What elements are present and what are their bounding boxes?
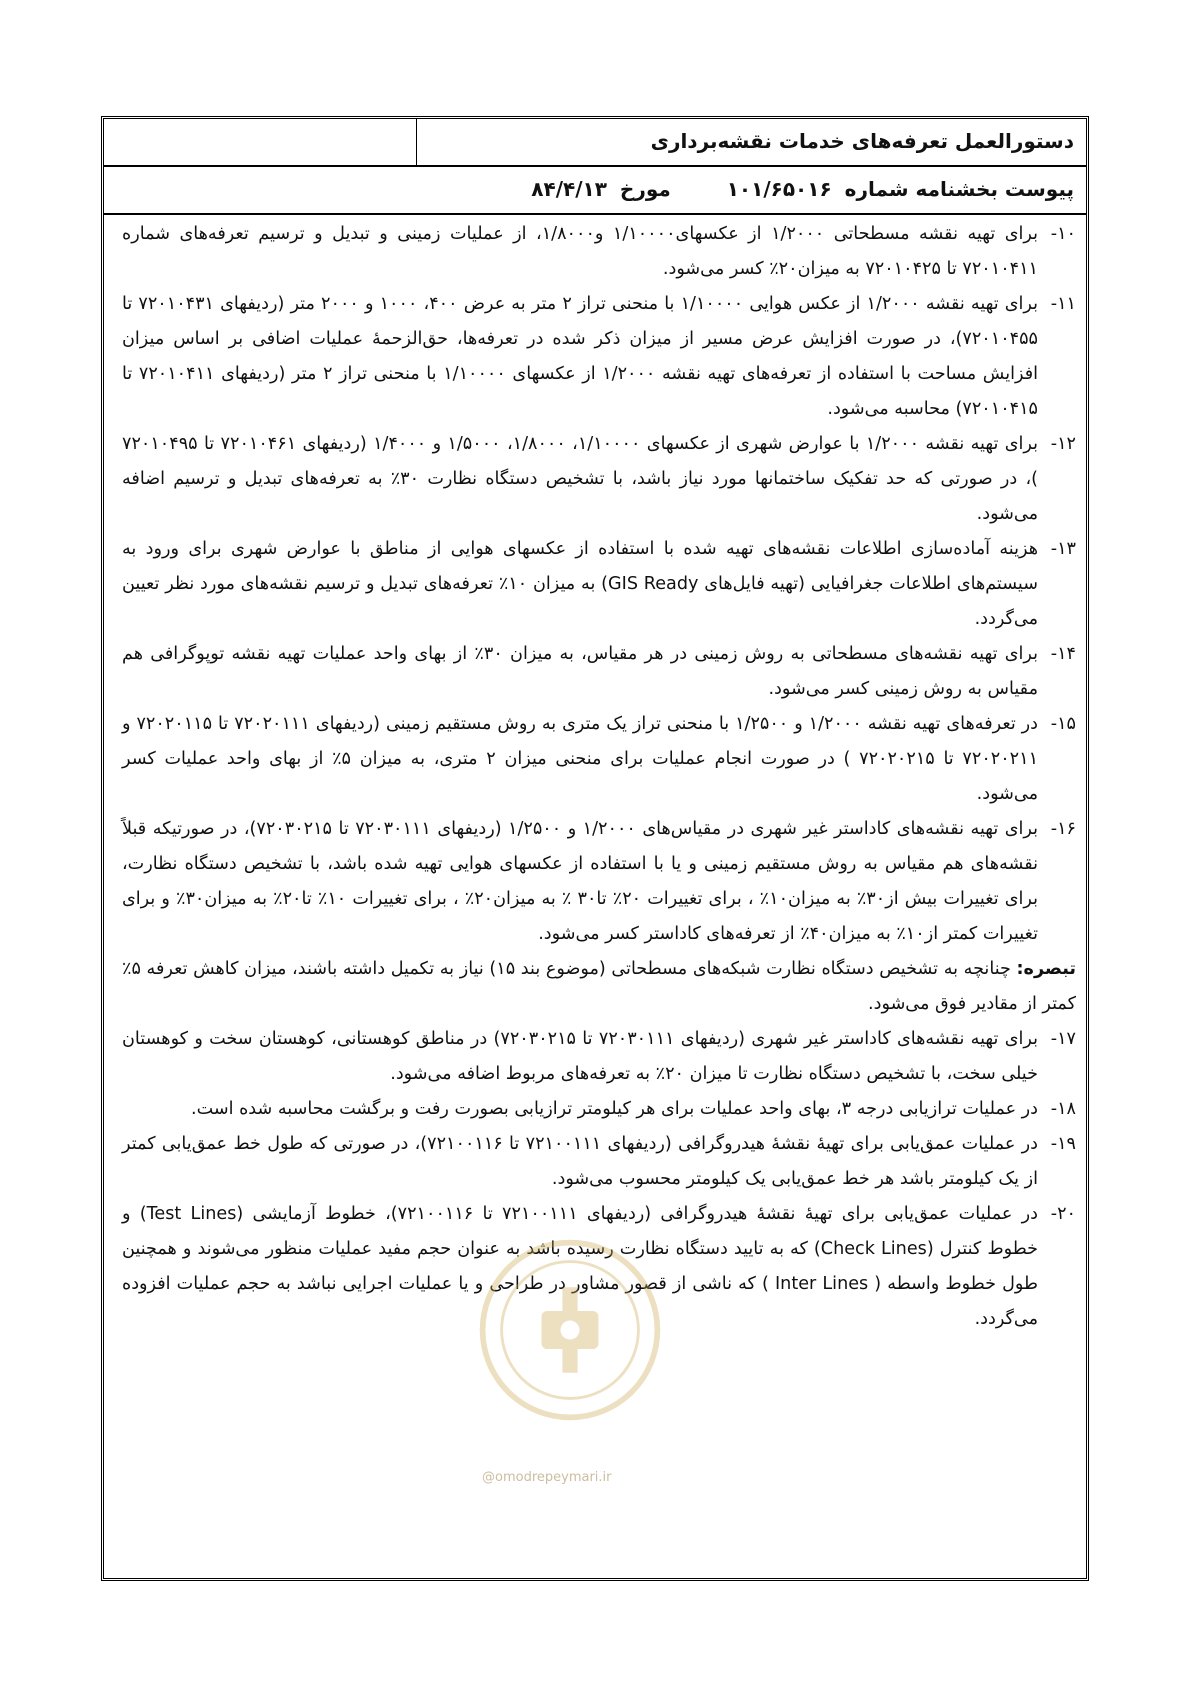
item-text: برای تهیه نقشه‌های کاداستر غیر شهری در مقیاس‌های ۱/۲۰۰۰ و ۱/۲۵۰۰ (ردیفهای ۷۲۰۳۰۱۱۱ تا ۷۲۰۳۰۲۱۵)، در صورتیکه قبلاً نقشه‌های هم مقیاس به روش مستقیم زمینی و یا با استفاده از عکسهای هوایی تهیه شده باشد، با تشخیص دستگاه نظارت، برای تغییرات بیش از۳۰٪ به میزان۱۰٪ ، برای تغییرات ۲۰٪ تا۳۰ ٪ به میزان۲۰٪ ، برای تغییرات ۱۰٪ تا۲۰٪ به میزان۳۰٪ و برای تغییرات کمتر از۱۰٪ به میزان۴۰٪ از تعرفه‌های کاداستر کسر می‌شود. xyxy=(122,819,1038,944)
document-frame xyxy=(101,116,1089,1581)
note-label: تبصره: xyxy=(1016,959,1077,979)
circular-date: ۸۴/۴/۱۳ xyxy=(531,177,607,201)
item-text: برای تهیه نقشه‌های مسطحاتی به روش زمینی در هر مقیاس، به میزان ۳۰٪ از بهای واحد عملیات تهیه نقشه توپوگرافی هم مقیاس به روش زمینی کسر می‌شود. xyxy=(122,644,1038,699)
note-body: چنانچه به تشخیص دستگاه نظارت شبکه‌های مسطحاتی (موضوع بند ۱۵) نیاز به تکمیل داشته باشند، میزان کاهش تعرفه ۵٪ کمتر از مقادیر فوق می‌شود. xyxy=(122,959,1076,1014)
item-text: هزینه آماده‌سازی اطلاعات نقشه‌های تهیه شده با استفاده از عکسهای هوایی از مناطق با عوارض شهری برای ورود به سیستم‌های اطلاعات جغرافیایی (تهیه فایل‌های GIS Ready) به میزان ۱۰٪ تعرفه‌های تبدیل و ترسیم نقشه‌های مورد نظر تعیین می‌گردد. xyxy=(122,539,1038,629)
item-number: ۱۵- xyxy=(1050,714,1076,734)
list-item xyxy=(122,287,1076,427)
list-item xyxy=(122,532,1076,637)
item-number: ۱۹- xyxy=(1050,1134,1076,1154)
list-item xyxy=(122,812,1076,952)
item-text: در تعرفه‌های تهیه نقشه ۱/۲۰۰۰ و ۱/۲۵۰۰ با منحنی تراز یک متری به روش مستقیم زمینی (ردیفهای ۷۲۰۲۰۱۱۱ تا ۷۲۰۲۰۱۱۵ و ۷۲۰۲۰۲۱۱ تا ۷۲۰۲۰۲۱۵ ) در صورت انجام عملیات برای منحنی میزان ۲ متری، به میزان ۵٪ از بهای واحد عملیات کسر می‌شود. xyxy=(122,714,1039,804)
item-number: ۱۰- xyxy=(1050,224,1076,244)
list-item xyxy=(122,1022,1076,1092)
document-body xyxy=(122,217,1076,1337)
item-text: برای تهیه نقشه‌های کاداستر غیر شهری (ردیفهای ۷۲۰۳۰۱۱۱ تا ۷۲۰۳۰۲۱۵) در مناطق کوهستانی، کوهستان سخت و کوهستان خیلی سخت، با تشخیص دستگاه نظارت تا میزان ۲۰٪ به تعرفه‌های مربوط اضافه می‌شود. xyxy=(122,1029,1038,1084)
header-divider xyxy=(416,119,417,165)
item-number: ۲۰- xyxy=(1050,1204,1076,1224)
item-text: برای تهیه نقشه مسطحاتی ۱/۲۰۰۰ از عکسهای۱/۱۰۰۰۰ و۱/۸۰۰۰، از عملیات زمینی و تبدیل و ترسیم تعرفه‌های شماره ۷۲۰۱۰۴۱۱ تا ۷۲۰۱۰۴۲۵ به میزان۲۰٪ کسر می‌شود. xyxy=(122,224,1038,279)
item-number: ۱۶- xyxy=(1050,819,1076,839)
list-item xyxy=(122,637,1076,707)
list-item xyxy=(122,427,1076,532)
list-item xyxy=(122,1127,1076,1197)
item-number: ۱۳- xyxy=(1050,539,1076,559)
item-number: ۱۸- xyxy=(1050,1099,1076,1119)
circular-number: ۱۰۱/۶۵۰۱۶ xyxy=(726,177,832,201)
item-number: ۱۴- xyxy=(1050,644,1076,664)
header-row-reference xyxy=(104,167,1086,215)
item-number: ۱۷- xyxy=(1050,1029,1076,1049)
item-text: در عملیات ترازیابی درجه ۳، بهای واحد عملیات برای هر کیلومتر ترازیابی بصورت رفت و برگشت محاسبه شده است. xyxy=(190,1099,1038,1119)
list-item xyxy=(122,1092,1076,1127)
item-text: برای تهیه نقشه ۱/۲۰۰۰ با عوارض شهری از عکسهای ۱/۱۰۰۰۰، ۱/۸۰۰۰، ۱/۵۰۰۰ و ۱/۴۰۰۰ (ردیفهای ۷۲۰۱۰۴۶۱ تا ۷۲۰۱۰۴۹۵ )، در صورتی که حد تفکیک ساختمانها مورد نیاز باشد، با تشخیص دستگاه نظارت ۳۰٪ به تعرفه‌های تبدیل و ترسیم اضافه می‌شود. xyxy=(122,434,1038,524)
item-text: در عملیات عمق‌یابی برای تهیهٔ نقشهٔ هیدروگرافی (ردیفهای ۷۲۱۰۰۱۱۱ تا ۷۲۱۰۰۱۱۶)، در صورتی که طول خط عمق‌یابی کمتر از یک کیلومتر باشد هر خط عمق‌یابی یک کیلومتر محسوب می‌شود. xyxy=(122,1134,1038,1189)
list-item xyxy=(122,707,1076,812)
note-text xyxy=(122,952,1076,1022)
date-label: مورخ xyxy=(619,177,671,201)
note-item xyxy=(122,952,1076,1022)
header-row-title xyxy=(104,119,1086,167)
document-title: دستورالعمل تعرفه‌های خدمات نقشه‌برداری xyxy=(650,129,1074,153)
item-number: ۱۲- xyxy=(1050,434,1076,454)
circular-reference xyxy=(525,177,1074,201)
list-item xyxy=(122,1197,1076,1337)
list-item xyxy=(122,217,1076,287)
item-text: برای تهیه نقشه ۱/۲۰۰۰ از عکس هوایی ۱/۱۰۰۰۰ با منحنی تراز ۲ متر به عرض ۴۰۰، ۱۰۰۰ و ۲۰۰۰ متر (ردیفهای ۷۲۰۱۰۴۳۱ تا ۷۲۰۱۰۴۵۵)، در صورت افزایش عرض مسیر از میزان ذکر شده در تعرفه‌ها، حق‌الزحمهٔ عملیات اضافی بر اساس میزان افزایش مساحت با استفاده از تعرفه‌های تهیه نقشه ۱/۲۰۰۰ از عکسهای ۱/۱۰۰۰۰ با منحنی تراز ۲ متر (ردیفهای ۷۲۰۱۰۴۱۱ تا ۷۲۰۱۰۴۱۵) محاسبه می‌شود. xyxy=(122,294,1039,419)
watermark-url: @omodrepeymari.ir xyxy=(482,1470,612,1485)
item-text: در عملیات عمق‌یابی برای تهیهٔ نقشهٔ هیدروگرافی (ردیفهای ۷۲۱۰۰۱۱۱ تا ۷۲۱۰۰۱۱۶)، خطوط آزمایشی (Test Lines) و خطوط کنترل (Check Lines) که به تایید دستگاه نظارت رسیده باشد به عنوان حجم مفید عملیات منظور می‌شوند و همچنین طول خطوط واسطه ( Inter Lines ) که ناشی از قصور مشاور در طراحی و یا عملیات اجرایی نباشد به حجم عملیات افزوده می‌گردد. xyxy=(122,1204,1038,1329)
circular-label: پیوست بخشنامه شماره xyxy=(844,177,1074,201)
item-number: ۱۱- xyxy=(1050,294,1076,314)
